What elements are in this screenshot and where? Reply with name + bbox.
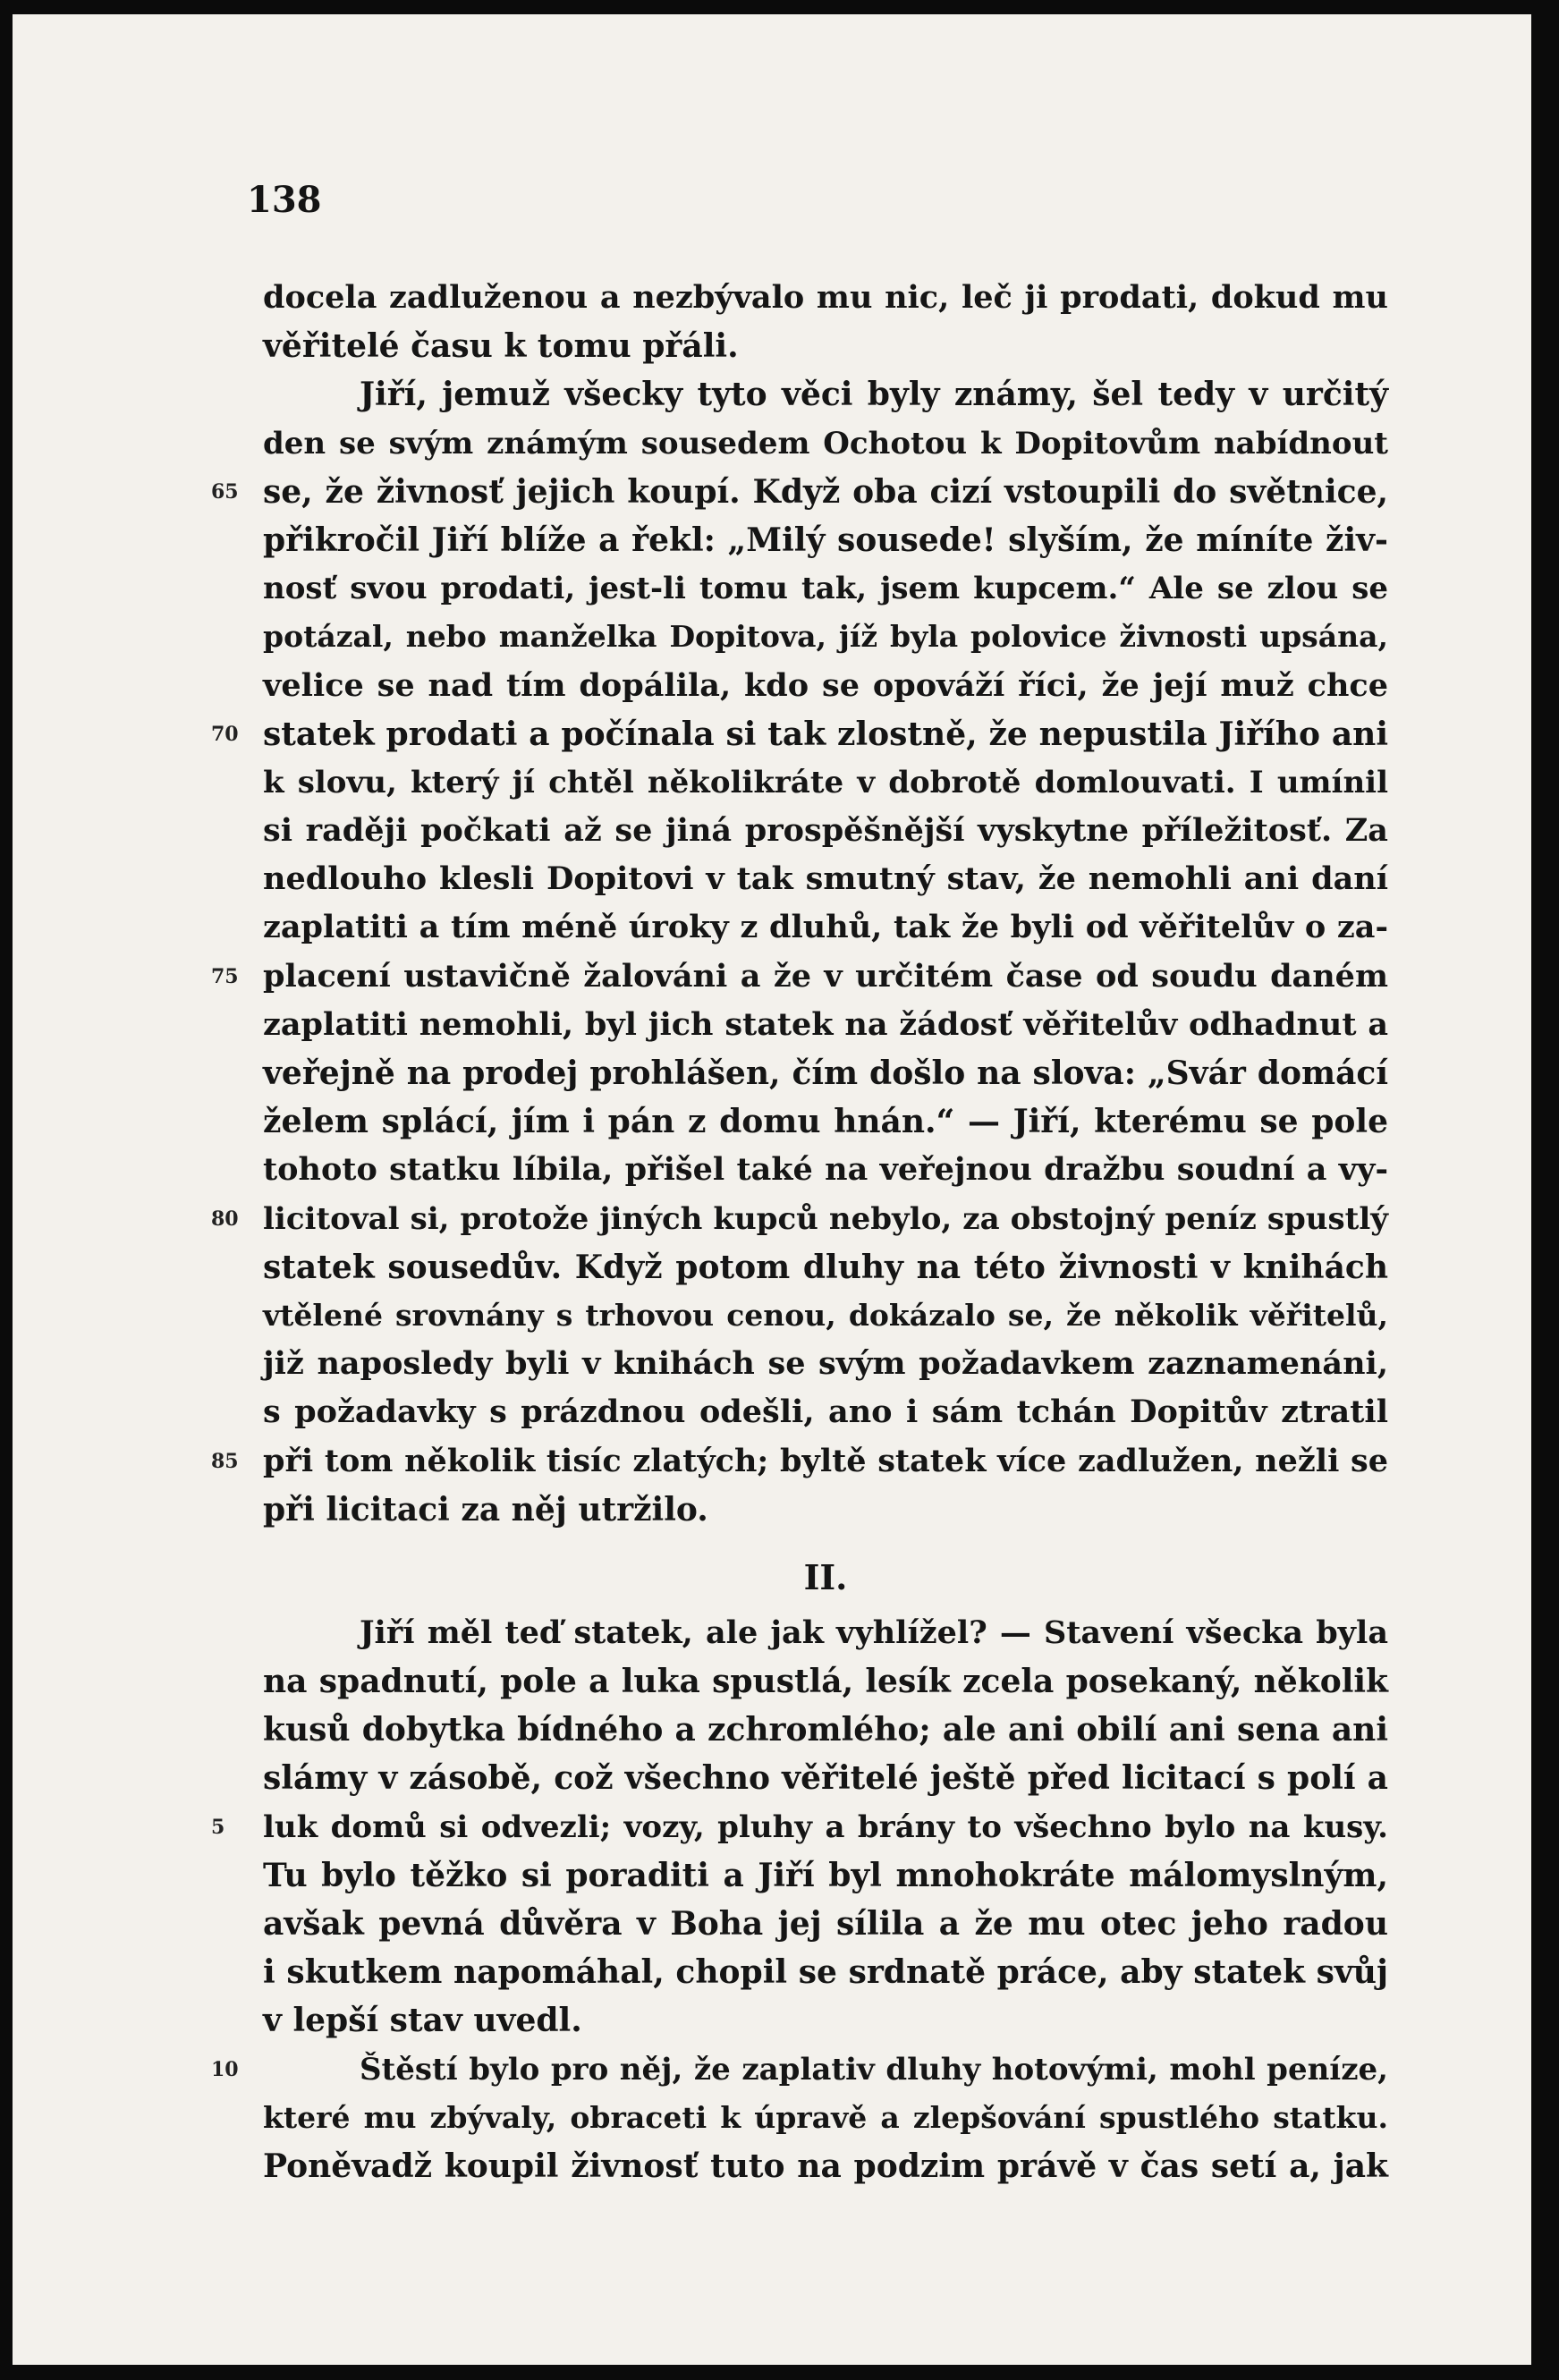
text-line: licitoval si, protože jiných kupců nebylo, za obstojný peníz spustlý xyxy=(263,1200,1388,1237)
text-line: Poněvadž koupil živnosť tuto na podzim právě v čas setí a, jak xyxy=(263,2147,1388,2185)
line-number: 65 xyxy=(211,479,239,504)
section-heading: II. xyxy=(803,1556,848,1597)
text-block xyxy=(211,274,1388,2190)
text-line: tohoto statku líbila, přišel také na veřejnou dražbu soudní a vy- xyxy=(263,1151,1388,1189)
text-line: v lepší stav uvedl. xyxy=(263,2002,582,2040)
text-line-numbered xyxy=(211,1437,1388,1486)
text-line: vtělené srovnány s trhovou cenou, dokázalo se, že několik věřitelů, xyxy=(263,1297,1388,1333)
text-line: kusů dobytka bídného a zchromlého; ale ani obilí ani sena ani xyxy=(263,1711,1388,1749)
text-line-numbered xyxy=(211,1803,1388,1851)
text-line: nosť svou prodati, jest-li tomu tak, jsem kupcem.“ Ale se zlou se xyxy=(263,571,1388,607)
text-line: slámy v zásobě, což všechno věřitelé ještě před licitací s polí a xyxy=(263,1759,1388,1798)
text-line: statek sousedův. Když potom dluhy na této živnosti v knihách xyxy=(263,1248,1388,1286)
text-line: luk domů si odvezli; vozy, pluhy a brány to všechno bylo na kusy. xyxy=(263,1808,1388,1845)
text-line: k slovu, který jí chtěl několikráte v dobrotě domlouvati. I umínil xyxy=(263,764,1388,800)
text-line: docela zadluženou a nezbývalo mu nic, leč ji prodati, dokud mu xyxy=(263,279,1388,316)
text-line-numbered xyxy=(211,1195,1388,1243)
text-line: nedlouho klesli Dopitovi v tak smutný stav, že nemohli ani daní xyxy=(263,860,1388,898)
text-line: statek prodati a počínala si tak zlostně, že nepustila Jiřího ani xyxy=(263,715,1388,753)
text-line: Štěstí bylo pro něj, že zaplativ dluhy hotovými, mohl peníze, xyxy=(360,2051,1388,2088)
text-line: Jiří měl teď statek, ale jak vyhlížel? — Stavení všecka byla xyxy=(360,1613,1388,1651)
line-number: 80 xyxy=(211,1207,239,1231)
line-number: 5 xyxy=(211,1815,225,1839)
text-line: s požadavky s prázdnou odešli, ano i sám tchán Dopitův ztratil xyxy=(263,1393,1388,1431)
text-line: přikročil Jiří blíže a řekl: „Milý sousede! slyším, že míníte živ- xyxy=(263,521,1388,559)
text-line: již naposledy byli v knihách se svým požadavkem zaznamenáni, xyxy=(263,1345,1388,1383)
text-line: Tu bylo těžko si poraditi a Jiří byl mnohokráte málomyslným, xyxy=(263,1856,1388,1894)
text-line: při tom několik tisíc zlatých; byltě statek více zadlužen, nežli se xyxy=(263,1442,1388,1479)
line-number: 10 xyxy=(211,2057,239,2081)
text-line: potázal, nebo manželka Dopitova, jíž byla polovice živnosti upsána, xyxy=(263,619,1388,655)
text-line: které mu zbývaly, obraceti k úpravě a zlepšování spustlého statku. xyxy=(263,2099,1388,2135)
text-line: se, že živnosť jejich koupí. Když oba cizí vstoupili do světnice, xyxy=(263,472,1388,511)
text-line: si raději počkati až se jiná prospěšnější vyskytne příležitosť. Za xyxy=(263,812,1388,850)
text-line: při licitaci za něj utržilo. xyxy=(263,1490,708,1529)
book-page xyxy=(13,14,1531,2365)
page-number: 138 xyxy=(247,179,322,221)
line-number: 85 xyxy=(211,1449,239,1473)
text-line: veřejně na prodej prohlášen, čím došlo na slova: „Svár domácí xyxy=(263,1054,1388,1092)
line-number: 75 xyxy=(211,964,239,988)
text-line: den se svým známým sousedem Ochotou k Dopitovům nabídnout xyxy=(263,425,1388,462)
text-line-numbered xyxy=(211,468,1388,516)
text-line: věřitelé času k tomu přáli. xyxy=(263,327,739,366)
text-line: avšak pevná důvěra v Boha jej sílila a že mu otec jeho radou xyxy=(263,1905,1388,1943)
text-line: placení ustavičně žalováni a že v určitém čase od soudu daném xyxy=(263,957,1388,995)
text-line: zaplatiti a tím méně úroky z dluhů, tak že byli od věřitelův o za- xyxy=(263,909,1388,946)
text-line-numbered xyxy=(211,2045,1388,2094)
text-line: i skutkem napomáhal, chopil se srdnatě práce, aby statek svůj xyxy=(263,1953,1388,1992)
text-line-numbered xyxy=(211,710,1388,758)
text-line: želem splácí, jím i pán z domu hnán.“ — Jiří, kterému se pole xyxy=(263,1103,1388,1141)
text-line: velice se nad tím dopálila, kdo se opováží říci, že její muž chce xyxy=(263,666,1388,704)
text-line: zaplatiti nemohli, byl jich statek na žádosť věřitelův odhadnut a xyxy=(263,1005,1388,1043)
text-line-numbered xyxy=(211,953,1388,1001)
line-number: 70 xyxy=(211,722,239,746)
text-line: na spadnutí, pole a luka spustlá, lesík zcela posekaný, několik xyxy=(263,1663,1388,1701)
text-line: Jiří, jemuž všecky tyto věci byly známy, šel tedy v určitý xyxy=(360,376,1388,414)
